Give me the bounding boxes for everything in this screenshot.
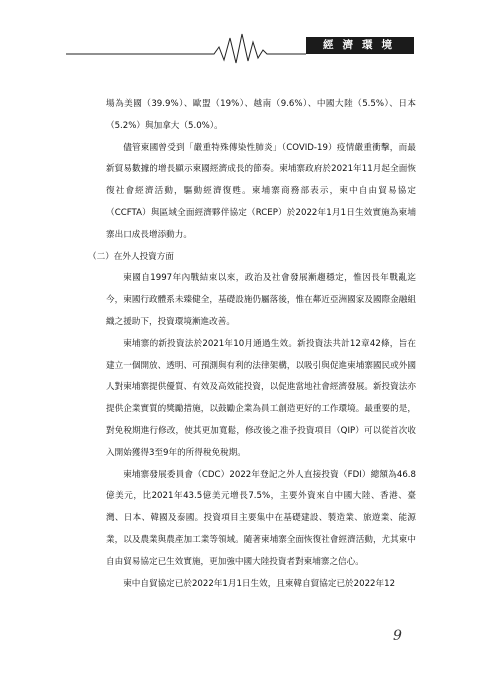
page-header xyxy=(0,0,480,70)
section-heading-foreign-investment: （二）在外人投資方面 xyxy=(88,251,174,262)
document-body xyxy=(88,94,416,595)
page-number: 9 xyxy=(393,628,402,644)
paragraph-trade-recovery: 儘管柬國曾受到「嚴重特殊傳染性肺炎」（COVID-19）疫情嚴重衝擊，而最新貿易數據的增長顯示柬國經濟成長的節奏。柬埔寨政府於2021年11月起全面恢復社會經濟活動，驅動經濟復甦。柬埔寨商務部表示，柬中自由貿易協定（CCFTA）與區域全面經濟夥伴協定（RCEP）於2022年1月1日生效實施為柬埔寨出口成長增添動力。 xyxy=(106,142,416,240)
paragraph-investment-environment: 柬國自1997年內戰結束以來，政治及社會發展漸趨穩定，惟因長年戰亂迄今，柬國行政體系未臻健全，基礎設施仍屬落後，惟在鄰近亞洲國家及國際金融組織之援助下，投資環境漸進改善。 xyxy=(106,273,416,327)
paragraph-fta: 柬中自貿協定已於2022年1月1日生效，且柬韓自貿協定已於2022年12 xyxy=(123,578,396,589)
heartbeat-line-icon xyxy=(0,0,480,70)
paragraph-fdi-statistics: 柬埔寨發展委員會（CDC）2022年登記之外人直接投資（FDI）總額為46.8億美元，比2021年43.5億美元增長7.5%，主要外資來自中國大陸、香港、臺灣、日本、韓國及泰國。投資項目主要集中在基礎建設、製造業、旅遊業、能源業，以及農業與農產加工業等領域。隨著柬埔寨全面恢復社會經濟活動，尤其柬中自由貿易協定已生效實施，更加強中國大陸投資者對柬埔寨之信心。 xyxy=(106,469,416,567)
paragraph-continued: 場為美國（39.9%）、歐盟（19%）、越南（9.6%）、中國大陸（5.5%）、日本（5.2%）與加拿大（5.0%）。 xyxy=(106,99,416,131)
paragraph-new-investment-law: 柬埔寨的新投資法於2021年10月通過生效。新投資法共計12章42條，旨在建立一個開放、透明、可預測與有利的法律架構，以吸引與促進柬埔寨國民或外國人對柬埔寨提供優質、有效及高效能投資，以促進當地社會經濟發展。新投資法亦提供企業實質的獎勵措施，以鼓勵企業為員工創造更好的工作環境。最重要的是，對免稅期進行修改，使其更加寬鬆，修改後之准予投資項目（QIP）可以從首次收入開始獲得3至9年的所得稅免稅期。 xyxy=(106,338,416,458)
section-title-badge: 經濟環境 xyxy=(306,37,414,54)
